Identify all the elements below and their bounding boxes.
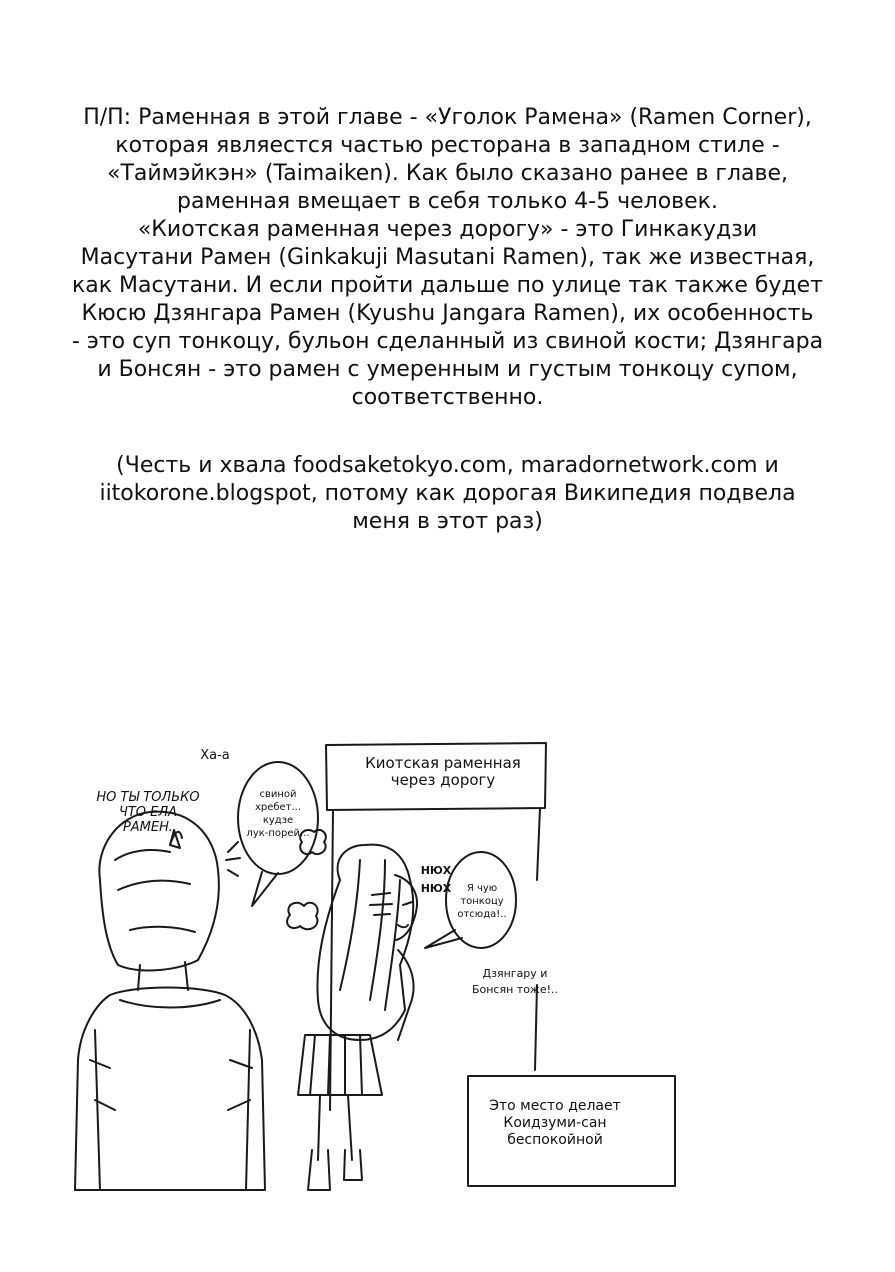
- note-line: Кюсю Дзянгара Рамен (Kyushu Jangara Ramen), их особенность: [81, 301, 814, 326]
- caption-text: [480, 1098, 630, 1149]
- sniff-line: НЮХ: [420, 882, 452, 895]
- bubble-line: кудзе: [262, 815, 294, 826]
- boy-torso: [75, 988, 265, 1191]
- note-line: «Киотская раменная через дорогу» - это Гинкакудзи: [137, 217, 758, 242]
- extra-line: Бонсян тоже!..: [471, 983, 559, 996]
- bubble-line: лук-порей...: [246, 828, 310, 839]
- girl-legs: [318, 1095, 352, 1160]
- girl-extra-text: [460, 966, 570, 998]
- boy-speech-line: ЧТО ЕЛА: [118, 805, 178, 820]
- credits-line: меня в этот раз): [352, 509, 543, 534]
- boy-speech-line: РАМЕН.: [122, 820, 174, 835]
- caption-line: Коидзуми-сан: [503, 1115, 607, 1131]
- steam-puff: [287, 903, 318, 930]
- girl-boots: [308, 1150, 362, 1190]
- note-line: соответственно.: [351, 385, 544, 410]
- note-line: раменная вмещает в себя только 4-5 человек.: [177, 189, 718, 214]
- speech-bubble-2-text: [452, 882, 512, 921]
- credits-line: iitokorone.blogspot, потому как дорогая Википедия подвела: [99, 481, 796, 506]
- sniff-line: НЮХ: [420, 864, 452, 877]
- note-line: «Таймэйкэн» (Taimaiken). Как было сказано ранее в главе,: [106, 161, 788, 186]
- sign-post-right: [537, 808, 540, 880]
- bubble-line: хребет...: [254, 802, 302, 813]
- credits-line: (Честь и хвала foodsaketokyo.com, maradornetwork.com и: [116, 453, 779, 478]
- bubble-line: отсюда!..: [457, 909, 507, 920]
- extra-line: Дзянгару и: [482, 967, 548, 980]
- bubble-line: свиной: [259, 789, 297, 800]
- speech-bubble-1-text: [244, 788, 312, 840]
- bubble-line: Я чую: [466, 883, 498, 894]
- note-line: как Масутани. И если пройти дальше по улице так также будет: [72, 273, 823, 298]
- note-line: и Бонсян - это рамен с умеренным и густым тонкоцу супом,: [97, 357, 798, 382]
- boy-head: [99, 812, 219, 971]
- boy-speech-line: НО ТЫ ТОЛЬКО: [96, 790, 200, 805]
- bubble-line: тонкоцу: [460, 896, 504, 907]
- sniff-text: [418, 862, 454, 898]
- sigh-text: Ха-а: [200, 748, 230, 763]
- caption-line: беспокойной: [507, 1132, 603, 1148]
- note-line: Масутани Рамен (Ginkakuji Masutani Ramen), так же известная,: [80, 245, 815, 270]
- sign-post-left: [330, 810, 333, 1110]
- boy-speech: [78, 790, 218, 835]
- note-line: - это суп тонкоцу, бульон сделанный из свиной кости; Дзянгара: [71, 329, 824, 354]
- sign-line: Киотская раменная: [365, 754, 521, 772]
- caption-line: Это место делает: [489, 1098, 621, 1114]
- sign-text: [345, 755, 541, 789]
- sign-line: через дорогу: [390, 771, 496, 789]
- note-line: П/П: Раменная в этой главе - «Уголок Рамена» (Ramen Corner),: [83, 105, 812, 130]
- note-line: которая являестся частью ресторана в западном стиле -: [115, 133, 780, 158]
